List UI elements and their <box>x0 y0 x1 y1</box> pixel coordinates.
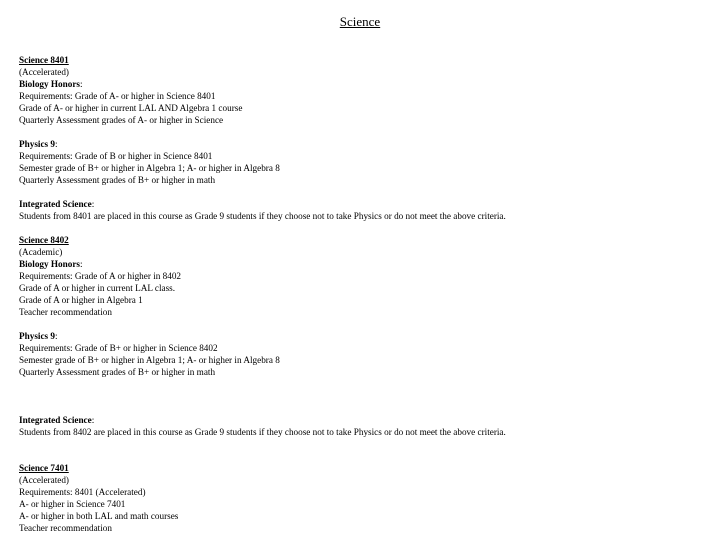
requirement-line: Quarterly Assessment grades of B+ or higher in math <box>19 367 216 377</box>
section-science-8401 <box>19 54 709 222</box>
requirement-line: Teacher recommendation <box>19 523 112 533</box>
requirement-line: Requirements: Grade of B+ or higher in Science 8402 <box>19 343 218 353</box>
section-science-8402 <box>19 234 709 438</box>
heading-colon: : <box>91 199 95 209</box>
physics-heading: Physics 9 <box>19 331 55 341</box>
requirement-line: Teacher recommendation <box>19 307 112 317</box>
course-code: Science 8402 <box>19 235 69 245</box>
requirement-line: Quarterly Assessment grades of B+ or higher in math <box>19 175 216 185</box>
course-code: Science 7401 <box>19 463 69 473</box>
heading-colon: : <box>80 79 83 89</box>
bio-heading-line <box>19 258 709 270</box>
requirement-line: Grade of A or higher in Algebra 1 <box>19 295 143 305</box>
requirement-line: Requirements: 8401 (Accelerated) <box>19 487 146 497</box>
integrated-heading: Integrated Science <box>19 415 92 425</box>
course-code: Science 8401 <box>19 55 69 65</box>
heading-colon: : <box>55 331 58 341</box>
requirement-line: Grade of A or higher in current LAL class. <box>19 283 176 293</box>
page-title: Science <box>339 14 381 29</box>
bio-heading: Biology Honors <box>19 259 81 269</box>
requirement-line: Semester grade of B+ or higher in Algebra 1; A- or higher in Algebra 8 <box>19 355 280 365</box>
heading-colon: : <box>55 139 58 149</box>
integrated-text: Students from 8401 are placed in this course as Grade 9 students if they choose not to take Physics or do not meet the above criteria. <box>19 211 506 221</box>
requirement-line: Grade of A- or higher in current LAL AND Algebra 1 course <box>19 103 243 113</box>
section-science-7401 <box>19 462 709 534</box>
course-level: (Academic) <box>19 247 63 257</box>
integrated-heading: Integrated Science <box>19 199 92 209</box>
physics-heading: Physics 9 <box>19 139 55 149</box>
requirement-line: Quarterly Assessment grades of A- or higher in Science <box>19 115 224 125</box>
physics-heading-line <box>19 138 709 150</box>
course-level: (Accelerated) <box>19 475 69 485</box>
requirement-line: Requirements: Grade of B or higher in Science 8401 <box>19 151 213 161</box>
integrated-text: Students from 8402 are placed in this course as Grade 9 students if they choose not to take Physics or do not meet the above criteria. <box>19 427 506 437</box>
requirement-line: A- or higher in both LAL and math courses <box>19 511 179 521</box>
integrated-heading-line <box>19 198 709 210</box>
heading-colon: : <box>80 259 83 269</box>
physics-heading-line <box>19 330 709 342</box>
bio-heading-line <box>19 78 709 90</box>
integrated-heading-line <box>19 414 709 426</box>
requirement-line: A- or higher in Science 7401 <box>19 499 126 509</box>
document-body <box>19 54 709 534</box>
course-level: (Accelerated) <box>19 67 69 77</box>
requirement-line: Requirements: Grade of A or higher in 8402 <box>19 271 182 281</box>
heading-colon: : <box>91 415 95 425</box>
requirement-line: Requirements: Grade of A- or higher in Science 8401 <box>19 91 216 101</box>
bio-heading: Biology Honors <box>19 79 81 89</box>
requirement-line: Semester grade of B+ or higher in Algebra 1; A- or higher in Algebra 8 <box>19 163 280 173</box>
